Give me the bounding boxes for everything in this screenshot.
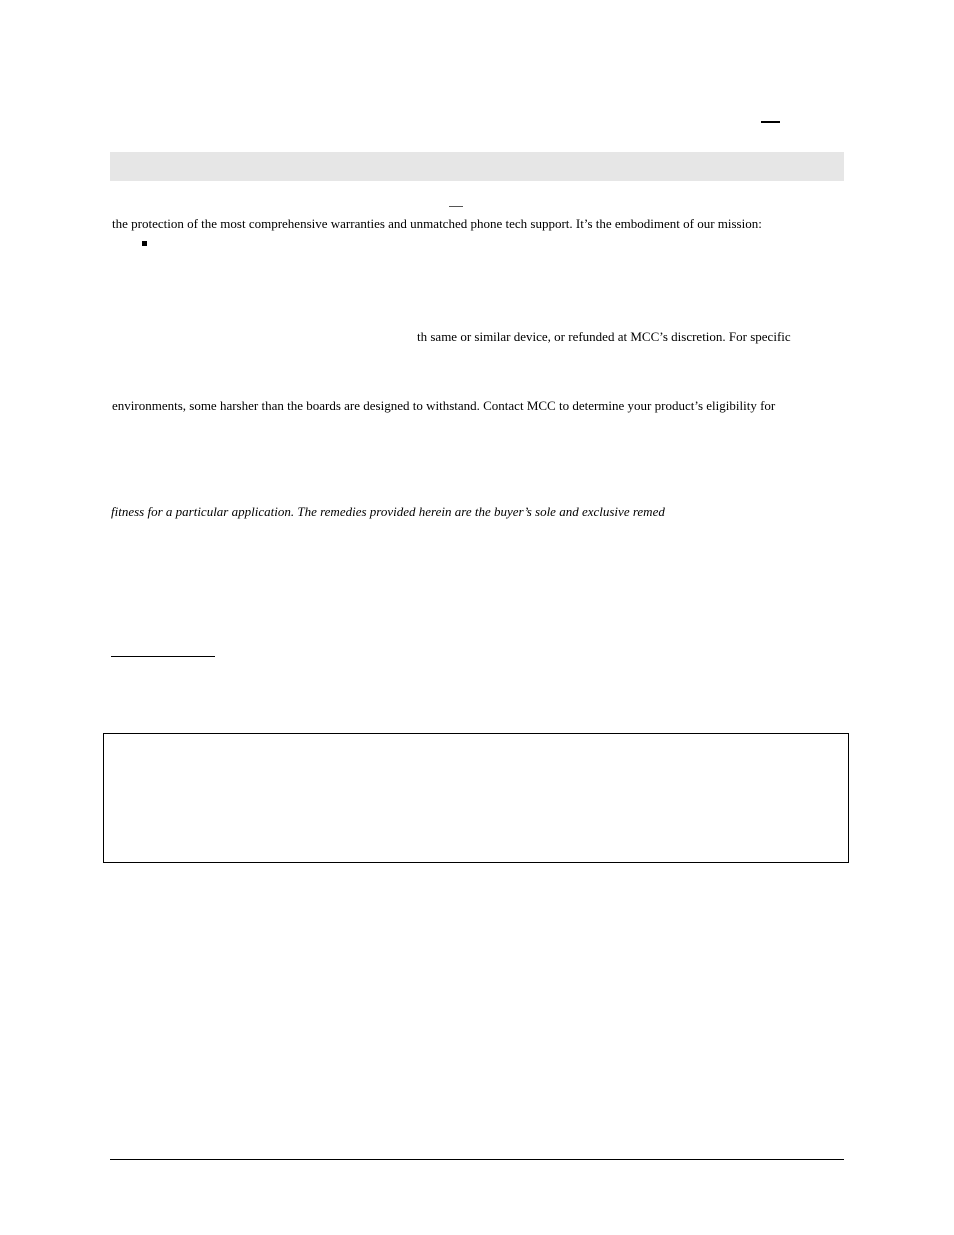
info-box: [103, 733, 849, 863]
support-paragraph-line: the protection of the most comprehensive warranties and unmatched phone tech support. It’s the embodiment of our mission:: [112, 216, 762, 231]
section-header-band: [110, 152, 844, 181]
replacement-paragraph-line: th same or similar device, or refunded at MCC’s discretion. For specific: [417, 329, 791, 344]
square-bullet-icon: [142, 241, 147, 246]
footer-rule: [110, 1159, 844, 1160]
fitness-disclaimer-line: fitness for a particular application. The remedies provided herein are the buyer’s sole and exclusive remed: [111, 504, 665, 519]
link-underline[interactable]: [111, 656, 215, 657]
environments-paragraph-line: environments, some harsher than the boards are designed to withstand. Contact MCC to determine your product’s eligibility for: [112, 398, 776, 413]
header-dash-icon: [761, 121, 780, 123]
inline-dash-icon: [449, 206, 463, 207]
